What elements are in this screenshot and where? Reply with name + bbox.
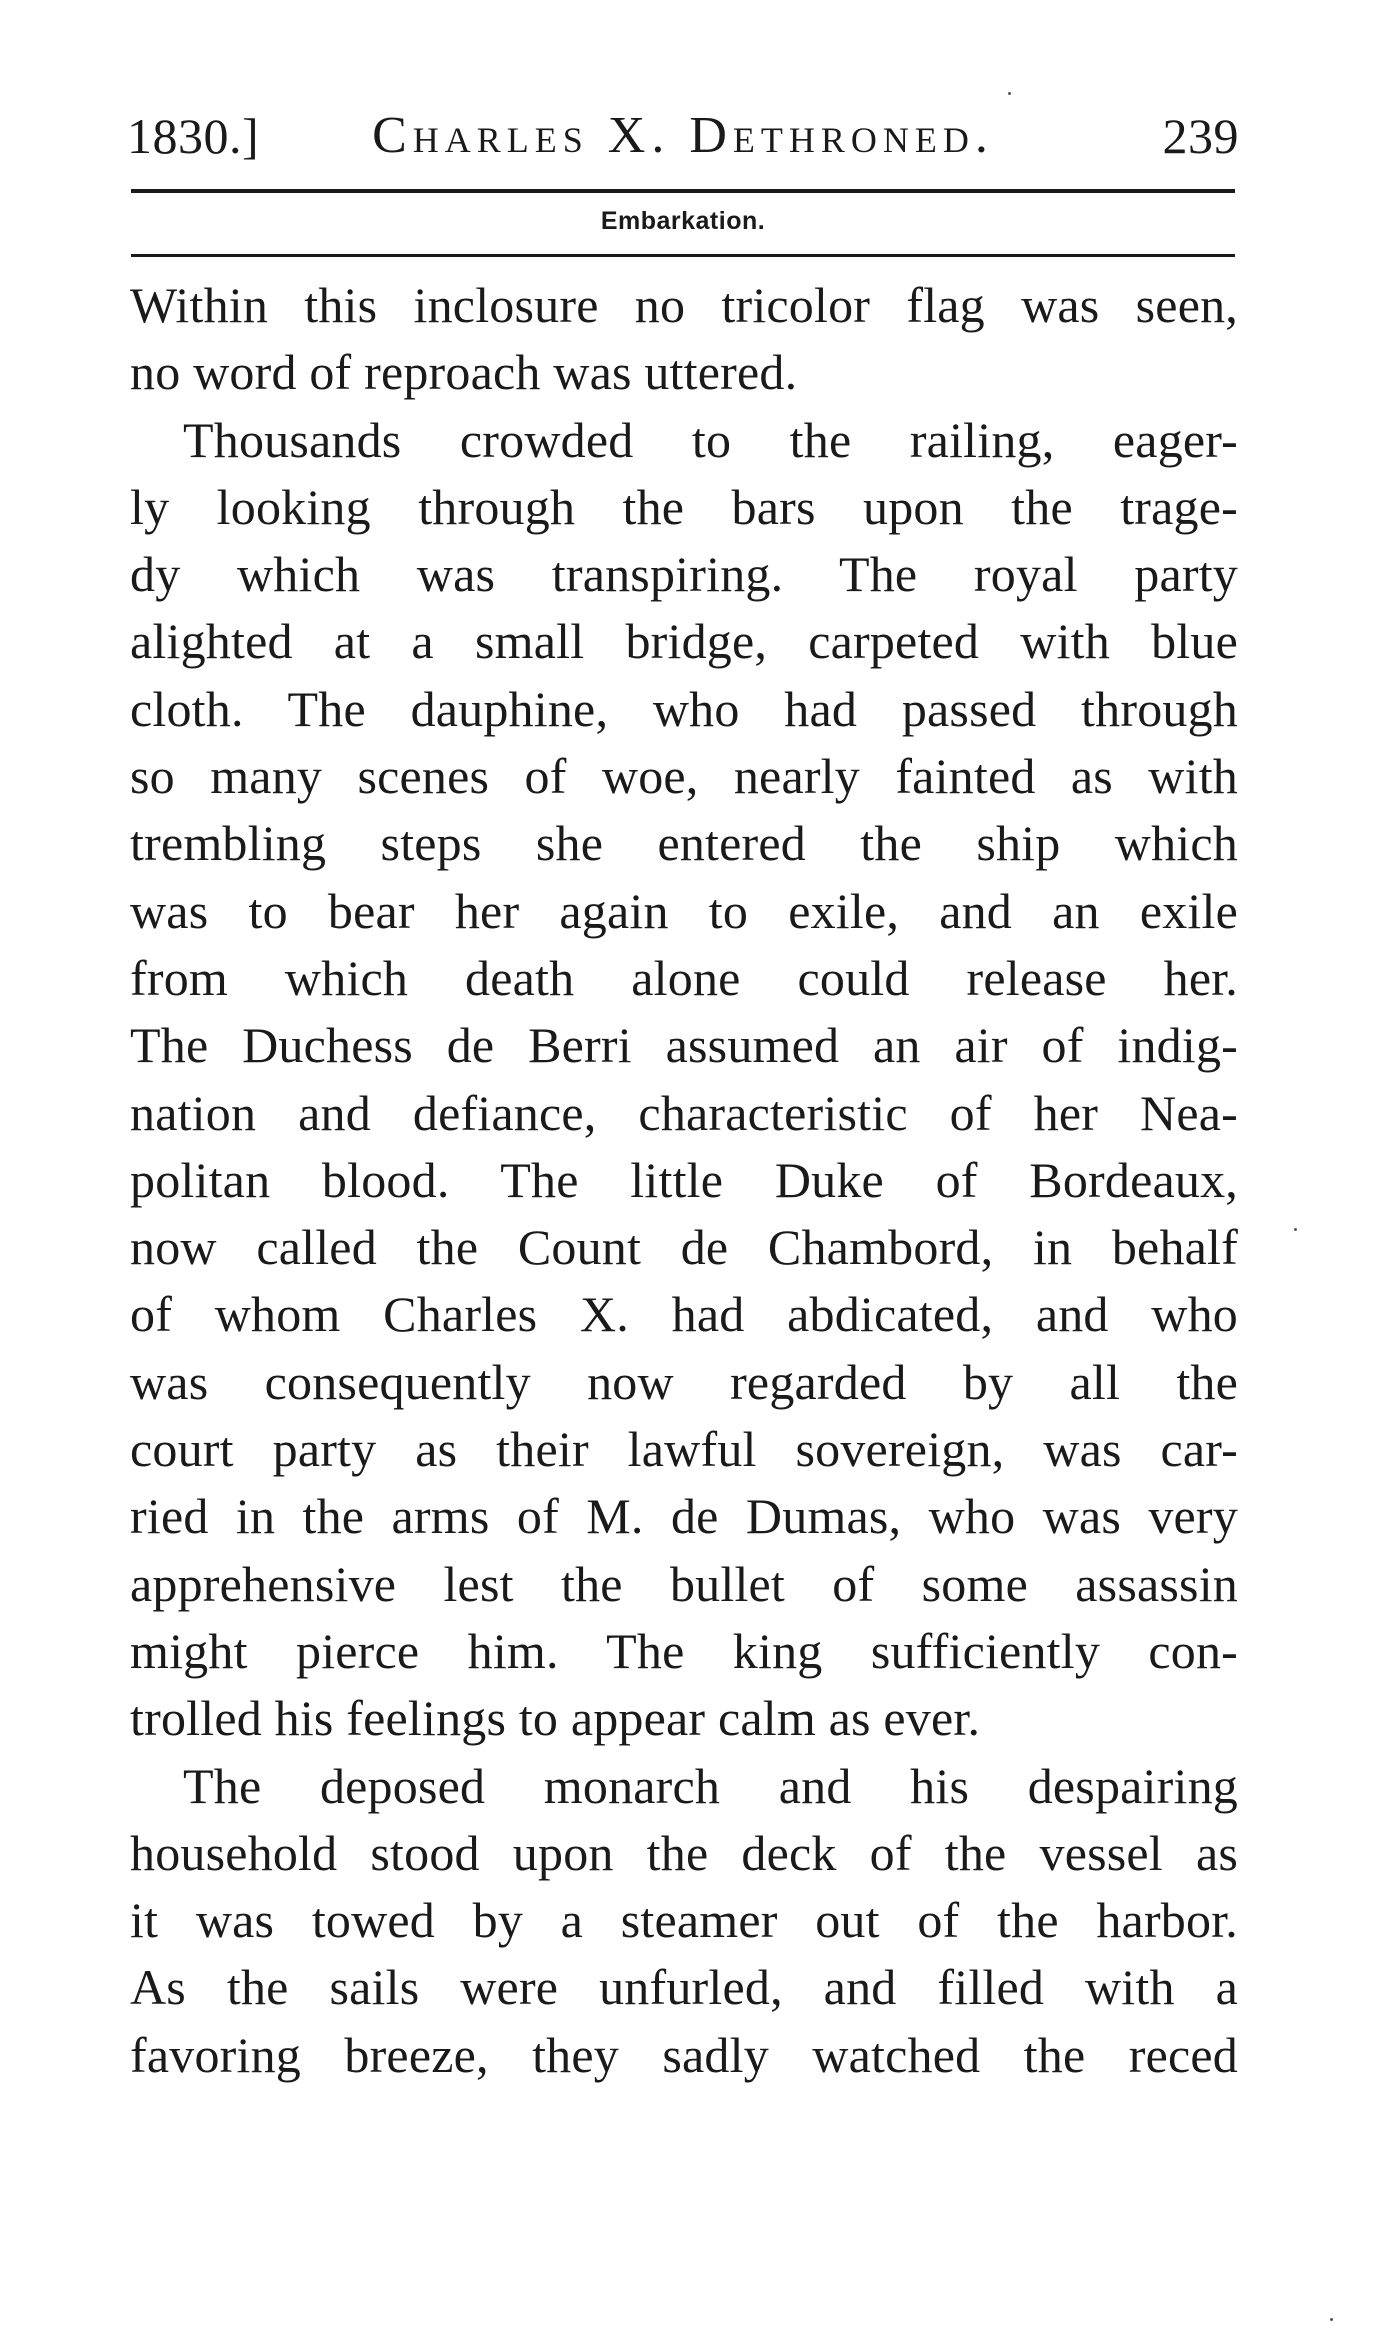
text-line: of whom Charles X. had abdicated, and who: [130, 1286, 1238, 1343]
paragraph-first-line: Thousands crowded to the railing, eager-: [183, 411, 1238, 468]
text-line: from which death alone could release her.: [130, 949, 1238, 1006]
text-line: court party as their lawful sovereign, was car-: [130, 1421, 1238, 1478]
text-line: now called the Count de Chambord, in behalf: [130, 1219, 1238, 1276]
text-line: alighted at a small bridge, carpeted with blue: [130, 613, 1238, 670]
body-text: [130, 272, 1238, 2089]
header-title: Charles X. Dethroned.: [372, 107, 994, 164]
text-line: nation and defiance, characteristic of her Nea-: [130, 1084, 1238, 1141]
text-line: no word of reproach was uttered.: [130, 344, 798, 401]
text-line: was consequently now regarded by all the: [130, 1353, 1238, 1410]
text-line: ly looking through the bars upon the trage-: [130, 478, 1238, 535]
text-line: politan blood. The little Duke of Bordeaux,: [130, 1151, 1238, 1208]
text-line: trembling steps she entered the ship which: [130, 815, 1238, 872]
print-speck: [1008, 92, 1011, 95]
header-rule-top: [131, 189, 1235, 193]
text-line: it was towed by a steamer out of the harbor.: [130, 1892, 1238, 1949]
text-line: cloth. The dauphine, who had passed through: [130, 680, 1238, 737]
text-line: household stood upon the deck of the vessel as: [130, 1824, 1238, 1881]
section-subheading: Embarkation.: [600, 207, 766, 235]
text-line: so many scenes of woe, nearly fainted as with: [130, 748, 1238, 805]
print-speck: [1330, 2318, 1333, 2321]
text-line: trolled his feelings to appear calm as ever.: [130, 1690, 981, 1747]
running-head: [127, 104, 1239, 168]
text-line: dy which was transpiring. The royal party: [130, 546, 1238, 603]
page-number: 239: [1162, 108, 1239, 164]
text-line: apprehensive lest the bullet of some assassin: [130, 1555, 1238, 1612]
text-line: ried in the arms of M. de Dumas, who was very: [130, 1488, 1238, 1545]
print-speck: [1294, 1228, 1297, 1231]
text-line: favoring breeze, they sadly watched the reced: [130, 2026, 1238, 2083]
header-rule-bottom: [131, 254, 1235, 257]
text-line: was to bear her again to exile, and an exile: [130, 882, 1238, 939]
paragraph-first-line: The deposed monarch and his despairing: [183, 1757, 1238, 1814]
header-year: 1830.]: [127, 108, 260, 164]
text-line: Within this inclosure no tricolor flag was seen,: [130, 277, 1238, 333]
text-line: As the sails were unfurled, and filled with a: [130, 1959, 1238, 2016]
text-line: might pierce him. The king sufficiently con-: [130, 1622, 1238, 1679]
text-line: The Duchess de Berri assumed an air of indig-: [130, 1017, 1238, 1074]
